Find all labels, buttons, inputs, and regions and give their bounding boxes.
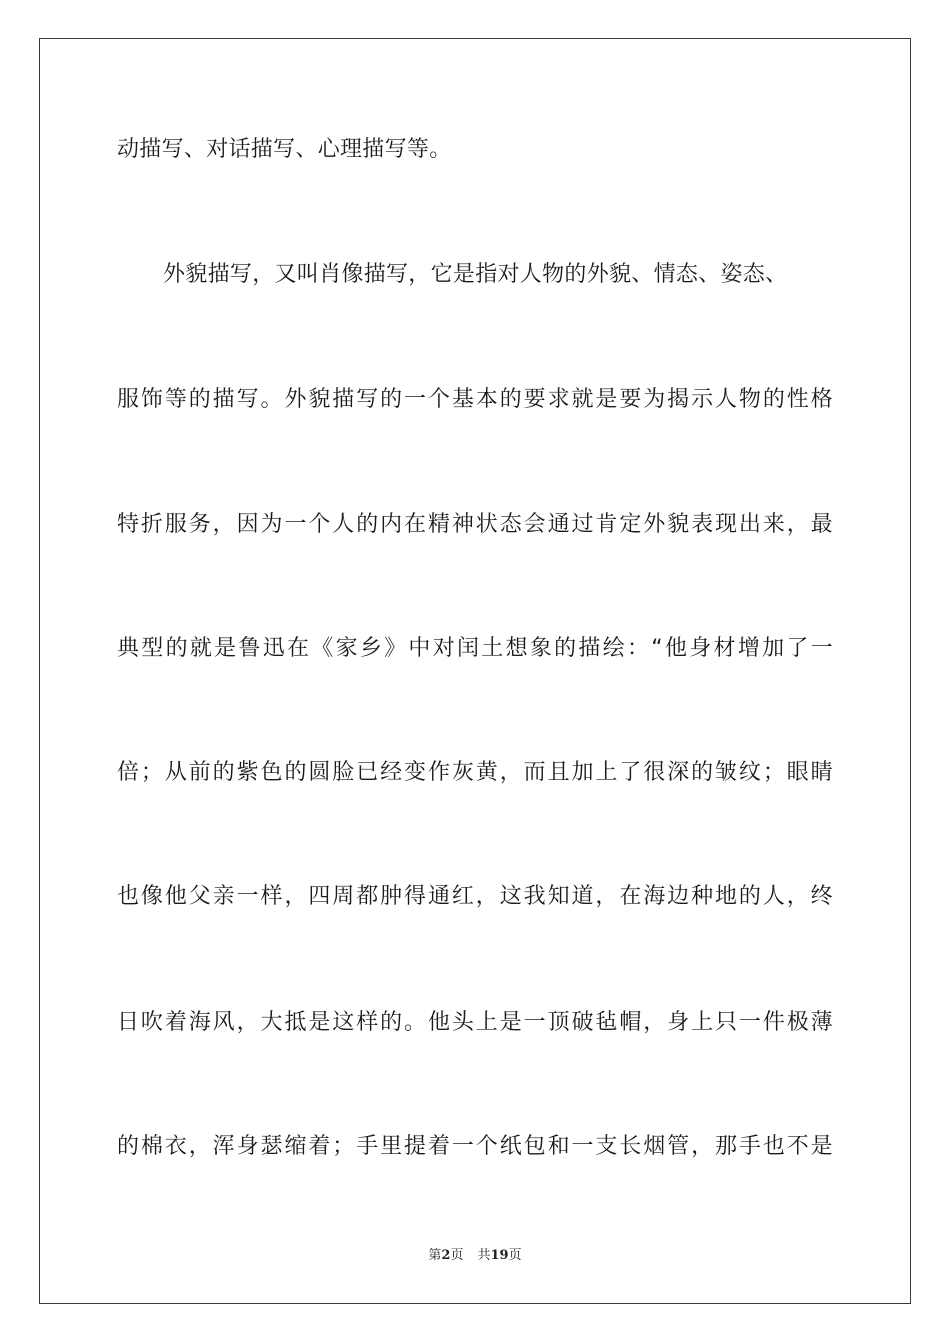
body-line-5: 典型的就是鲁迅在《家乡》中对闰土想象的描绘：“他身材增加了一 [117,636,833,661]
body-line-2: 外貌描写，又叫肖像描写，它是指对人物的外貌、情态、姿态、 [163,262,788,287]
page-prefix: 第 [428,1248,442,1263]
page-current: 2 [441,1248,451,1263]
page-footer [0,1246,950,1266]
body-line-8: 日吹着海风，大抵是这样的。他头上是一顶破毡帽，身上只一件极薄 [117,1010,833,1035]
page-suffix: 页 [450,1248,464,1263]
page-border [39,38,911,1304]
body-line-7: 也像他父亲一样，四周都肿得通红，这我知道，在海边种地的人，终 [117,884,833,909]
body-line-3: 服饰等的描写。外貌描写的一个基本的要求就是要为揭示人物的性格 [117,387,833,412]
page-total: 19 [490,1248,509,1263]
total-suffix: 页 [508,1248,522,1263]
body-line-6: 倍；从前的紫色的圆脸已经变作灰黄，而且加上了很深的皱纹；眼睛 [117,760,833,785]
total-prefix: 共 [477,1248,491,1263]
body-line-1: 动描写、对话描写、心理描写等。 [117,137,452,162]
body-line-4: 特折服务，因为一个人的内在精神状态会通过肯定外貌表现出来，最 [117,512,833,537]
body-line-9: 的棉衣，浑身瑟缩着；手里提着一个纸包和一支长烟管，那手也不是 [117,1134,833,1159]
